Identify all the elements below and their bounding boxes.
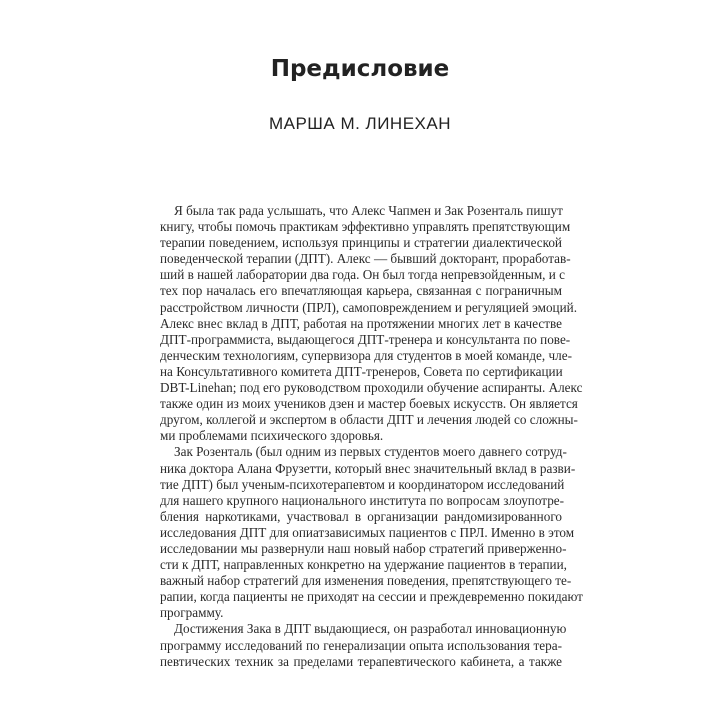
text-line: также один из моих учеников дзен и мастер боевых искусств. Он является	[160, 396, 578, 412]
paragraph	[160, 621, 567, 669]
text-line: тех пор началась его впечатляющая карьера, связанная с пограничным	[160, 283, 562, 299]
text-line: на Консультативного комитета ДПТ-тренеров, Совета по сертификации	[160, 363, 563, 379]
text-line: для нашего крупного национального института по вопросам злоупотре-	[160, 492, 565, 508]
text-line: тие ДПТ) был ученым-психотерапевтом и координатором исследований	[160, 476, 565, 492]
text-line: денческим технологиям, супервизора для студентов в моей команде, чле-	[160, 347, 572, 363]
body-text	[160, 203, 583, 670]
text-line: важный набор стратегий для изменения поведения, препятствующего те-	[160, 573, 572, 589]
text-line: ми проблемами психического здоровья.	[160, 428, 384, 444]
paragraph	[160, 203, 583, 444]
text-line: бления наркотиками, участвовал в организации рандомизированного	[160, 508, 562, 524]
text-line: программу.	[160, 605, 224, 621]
text-line: Алекс внес вклад в ДПТ, работая на протяжении многих лет в качестве	[160, 315, 562, 331]
text-line: расстройством личности (ПРЛ), самоповреждением и регуляцией эмоций.	[160, 299, 578, 315]
text-line: ший в нашей лаборатории два года. Он был тогда непревзойденным, и с	[160, 267, 565, 283]
author-name: МАРША М. ЛИНЕХАН	[268, 114, 452, 133]
text-line: Достижения Зака в ДПТ выдающиеся, он разработал инновационную	[174, 621, 567, 637]
text-line: певтических техник за пределами терапевтического кабинета, а также	[160, 653, 562, 669]
text-line: другом, коллегой и экспертом в области ДПТ и лечения людей со сложны-	[160, 412, 578, 428]
text-line: книгу, чтобы помочь практикам эффективно управлять препятствующим	[160, 219, 571, 235]
text-line: исследовании мы развернули наш новый набор стратегий приверженно-	[160, 540, 567, 556]
text-line: ника доктора Алана Фрузетти, который внес значительный вклад в разви-	[160, 460, 576, 476]
paragraph	[160, 444, 583, 621]
text-line: рапии, когда пациенты не приходят на сессии и преждевременно покидают	[160, 589, 583, 605]
text-line: DBT-Linehan; под его руководством проходили обучение аспиранты. Алекс	[160, 380, 583, 396]
text-line: программу исследований по генерализации опыта использования тера-	[160, 637, 562, 653]
text-line: Зак Розенталь (был одним из первых студентов моего давнего сотруд-	[174, 444, 567, 460]
text-line: исследования ДПТ для опиатзависимых пациентов с ПРЛ. Именно в этом	[160, 524, 575, 540]
text-line: сти к ДПТ, направленных конкретно на удержание пациентов в терапии,	[160, 557, 567, 573]
text-line: терапии поведением, используя принципы и стратегии диалектической	[160, 235, 562, 251]
text-line: ДПТ-программиста, выдающегося ДПТ-тренера и консультанта по пове-	[160, 331, 571, 347]
text-line: поведенческой терапии (ДПТ). Алекс — бывший докторант, проработав-	[160, 251, 571, 267]
page-title: Предисловие	[270, 56, 450, 82]
text-line: Я была так рада услышать, что Алекс Чапмен и Зак Розенталь пишут	[174, 203, 563, 218]
